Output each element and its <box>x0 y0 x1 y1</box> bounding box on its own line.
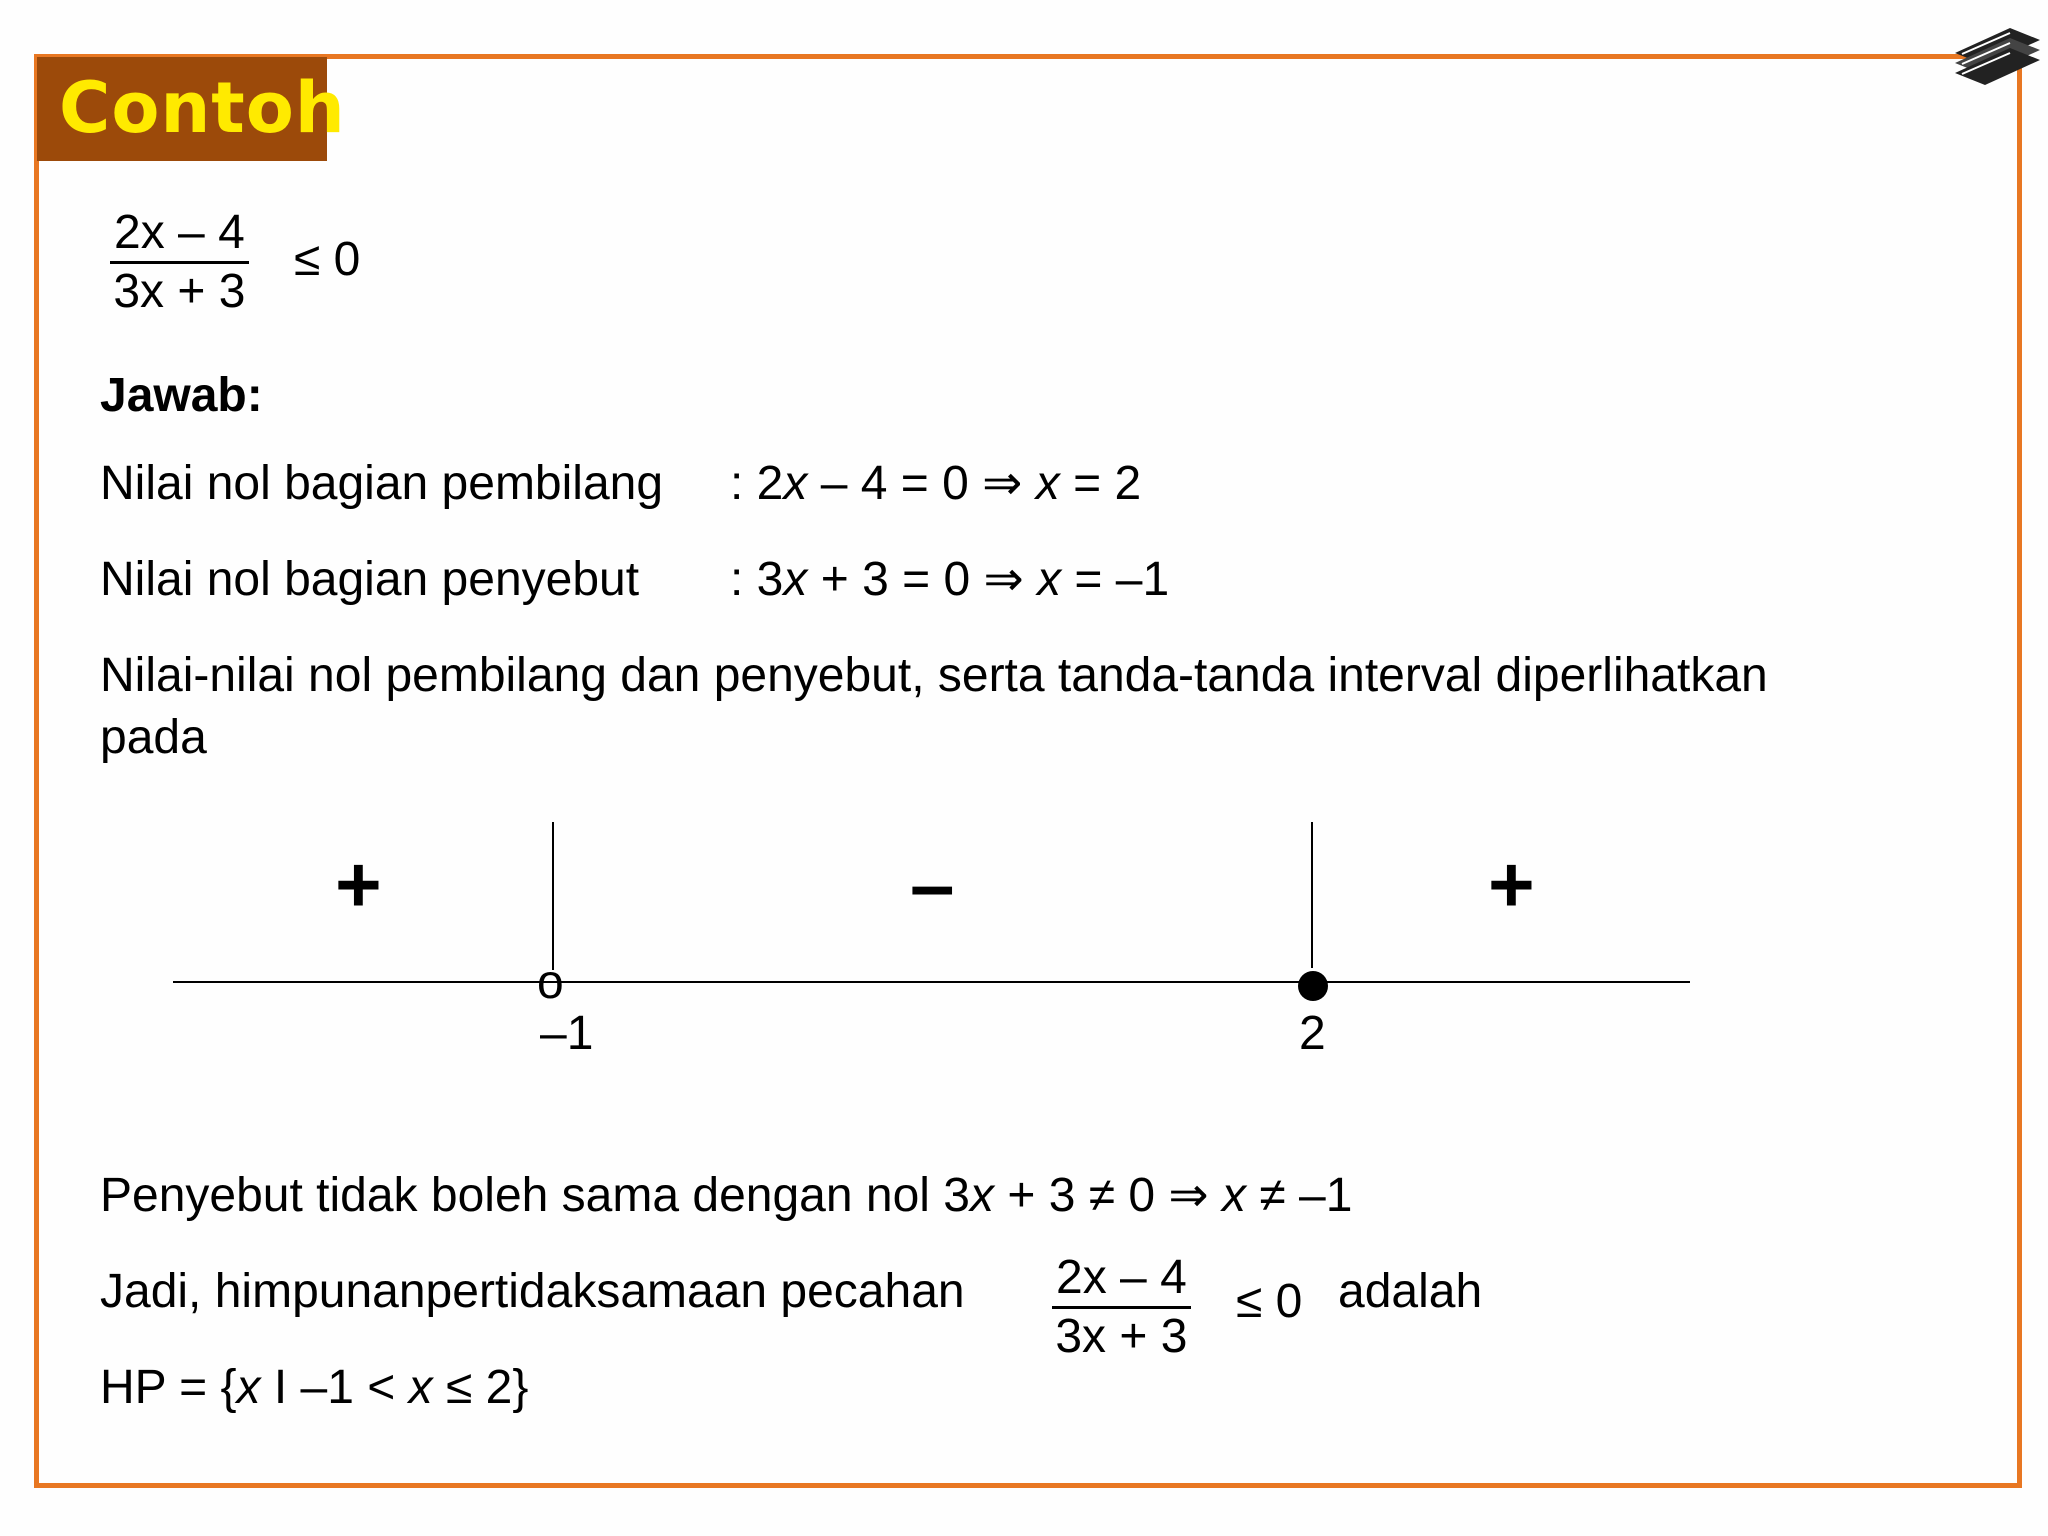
open-circle-marker: o <box>537 956 564 1009</box>
problem-relation: ≤ 0 <box>294 233 361 286</box>
denominator-zero-expr: : 3x + 3 = 0 ⇒ x = –1 <box>730 553 1170 606</box>
point-label-2: 2 <box>1299 1007 1326 1060</box>
conclusion-line-1: Penyebut tidak boleh sama dengan nol 3x + 3 ≠ 0 ⇒ x ≠ –1 <box>100 1169 1353 1222</box>
conclusion-numerator: 2x – 4 <box>1052 1250 1191 1309</box>
sign-right: + <box>1488 840 1535 929</box>
conclusion-line-2-suffix: adalah <box>1338 1265 1483 1318</box>
conclusion-line-2-prefix: Jadi, himpunanpertidaksamaan pecahan <box>100 1265 965 1318</box>
sign-left: + <box>335 840 382 929</box>
conclusion-fraction <box>1052 1250 1191 1365</box>
numerator-zero-label: Nilai nol bagian pembilang <box>100 457 664 510</box>
solution-heading: Jawab: <box>100 369 263 422</box>
denominator-zero-label: Nilai nol bagian penyebut <box>100 553 640 606</box>
point-label-neg1: –1 <box>540 1007 594 1060</box>
conclusion-relation: ≤ 0 <box>1236 1275 1303 1328</box>
numerator-zero-expr: : 2x – 4 = 0 ⇒ x = 2 <box>730 457 1142 510</box>
problem-numerator: 2x – 4 <box>110 205 249 264</box>
solution-set: HP = {x I –1 < x ≤ 2} <box>100 1361 529 1414</box>
paragraph-line-1: Nilai-nilai nol pembilang dan penyebut, serta tanda-tanda interval diperlihatkan <box>100 649 1768 702</box>
sign-middle: – <box>910 840 955 929</box>
problem-denominator: 3x + 3 <box>113 265 246 318</box>
filled-circle-marker <box>1298 971 1328 1001</box>
paragraph-line-2: pada <box>100 711 207 764</box>
header-title: Contoh <box>59 67 346 149</box>
conclusion-denominator: 3x + 3 <box>1055 1310 1188 1363</box>
